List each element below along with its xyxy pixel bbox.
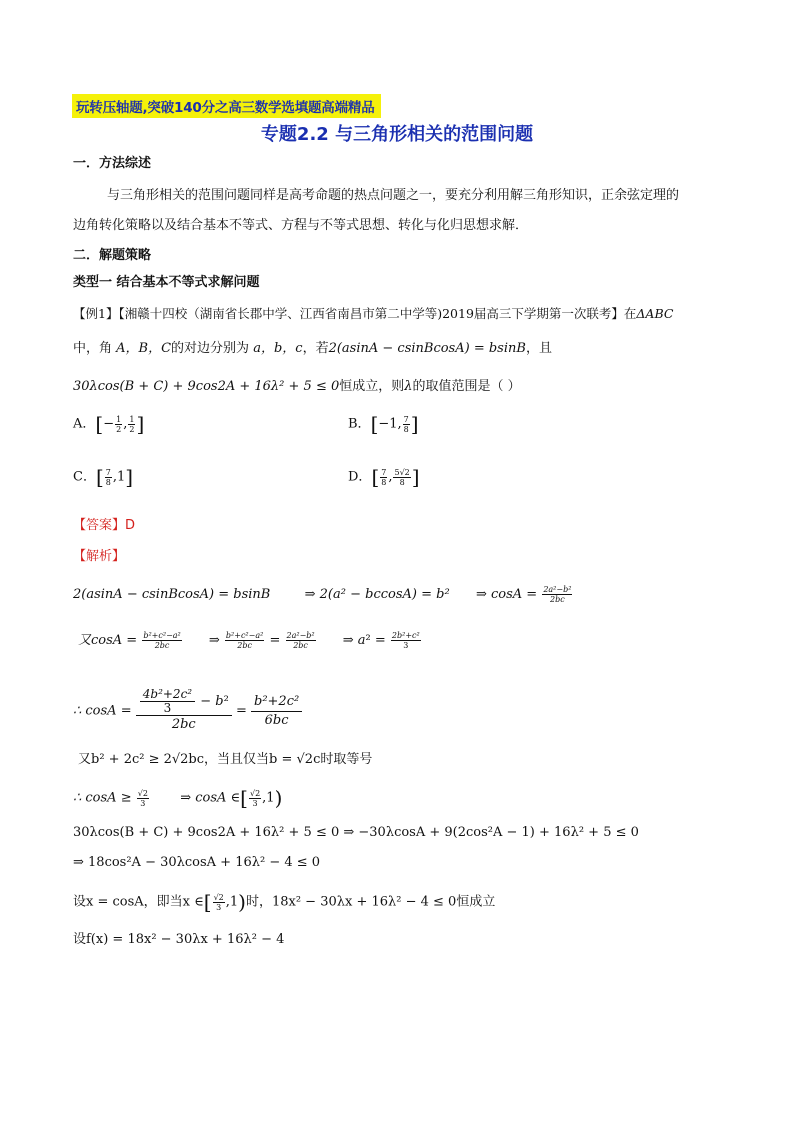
solution-line5: ∴ cosA ≥ $\frac{√2}{3}$ ⇒ cosA ∈[ $\frac{√2}{3}$ ,1): [73, 786, 283, 810]
solution-line7: ⇒ 18cos²A − 30λcosA + 16λ² − 4 ≤ 0: [73, 855, 321, 870]
example-text: 恒成立，则: [339, 379, 405, 394]
example-text: ，且: [525, 341, 552, 356]
solution-eq: 2(asinA − csinBcosA) = bsinB: [73, 587, 271, 602]
method-paragraph-line2: 边角转化策略以及结合基本不等式、方程与不等式思想、转化与化归思想求解．: [73, 218, 529, 233]
option-b[interactable]: B．[−1, $\frac{7}{8}$ ]: [348, 412, 419, 436]
example-text: ，若: [302, 341, 329, 356]
solution-eq: 设x = cosA，即当x ∈: [73, 894, 204, 910]
answer-label: 【答案】D: [73, 518, 136, 533]
lambda-symbol: λ: [404, 379, 413, 394]
solution-line3: ∴ cosA = $\frac{\text{4b²+2c²}}{3}$ − b² 2bc = $\frac{\text{b²+2c²}}{6bc}$: [73, 688, 302, 734]
triangle-label: ΔABC: [636, 306, 674, 321]
example-text: 的取值范围是（ ）: [412, 379, 521, 394]
analysis-label: 【解析】: [73, 549, 126, 564]
page-title: 专题2.2 与三角形相关的范围问题: [260, 124, 534, 145]
condition-equation: 2(asinA − csinBcosA) = bsinB: [328, 341, 526, 356]
example-source: 【例1】【湘赣十四校（湖南省长郡中学、江西省南昌市第二中学等)2019届高三下学期第一次联考】在: [73, 306, 637, 321]
example-source-line: [73, 304, 673, 324]
solution-eq: ⇒ cosA ∈: [180, 790, 241, 806]
type1-heading: 类型一 结合基本不等式求解问题: [73, 275, 260, 290]
solution-eq: 时，18x² − 30λx + 16λ² − 4 ≤ 0恒成立: [245, 894, 496, 910]
var-abc: A，B，C: [112, 341, 172, 356]
option-b-label: B．: [348, 416, 371, 432]
solution-eq: ∴ cosA ≥: [73, 790, 132, 806]
option-d[interactable]: D．[ $\frac{7}{8}$ , $\frac{5√2}{8}$ ]: [348, 465, 420, 489]
solution-line1: 2(asinA − csinBcosA) = bsinB ⇒ 2(a² − bccosA) = b² ⇒ cosA = $\frac{\text{2a²−b²}}{2bc}$: [73, 585, 572, 604]
option-a[interactable]: A．[− $\frac{1}{2}$ , $\frac{1}{2}$ ]: [73, 412, 145, 436]
solution-line8: 设x = cosA，即当x ∈[ $\frac{√2}{3}$ ,1)时，18x² − 30λx + 16λ² − 4 ≤ 0恒成立: [73, 890, 496, 914]
solution-line6: 30λcos(B + C) + 9cos2A + 16λ² + 5 ≤ 0 ⇒ −30λcosA + 9(2cos²A − 1) + 16λ² + 5 ≤ 0: [73, 825, 639, 840]
solution-eq: 又cosA =: [78, 633, 138, 648]
option-d-label: D．: [348, 469, 372, 485]
solution-line2: 又cosA = $\frac{\text{b²+c²−a²}}{2bc}$ ⇒ $\frac{\text{b²+c²−a²}}{2bc}$ = $\frac{\text{2a²−b²}}{2bc}$ ⇒ a² = $\frac{\text{2b²+c²}}{3}$: [78, 631, 420, 650]
option-c[interactable]: C．[ $\frac{7}{8}$ ,1]: [73, 465, 134, 489]
section-heading-strategy: 二．解题策略: [73, 248, 152, 263]
var-abc-lower: a，b，c: [249, 341, 303, 356]
example-line2: [73, 339, 552, 359]
example-line3: [73, 377, 521, 397]
solution-eq: ⇒ 2(a² − bccosA) = b²: [304, 587, 450, 602]
solution-line9: 设f(x) = 18x² − 30λx + 16λ² − 4: [73, 932, 285, 947]
example-text: 的对边分别为: [171, 341, 250, 356]
example-text: 中，角: [73, 341, 113, 356]
solution-line4: 又b² + 2c² ≥ 2√2bc，当且仅当b = √2c时取等号: [78, 752, 373, 767]
solution-eq: ⇒ cosA =: [475, 587, 538, 602]
option-c-label: C．: [73, 469, 96, 485]
inequality-equation: 30λcos(B + C) + 9cos2A + 16λ² + 5 ≤ 0: [73, 379, 340, 394]
solution-eq: ∴ cosA =: [73, 703, 132, 719]
method-paragraph-line1: 与三角形相关的范围问题同样是高考命题的热点问题之一，要充分利用解三角形知识，正余弦定理的: [107, 188, 680, 203]
option-a-label: A．: [73, 416, 96, 432]
banner: 玩转压轴题,突破140分之高三数学选填题高端精品: [72, 94, 381, 118]
section-heading-method: 一．方法综述: [73, 156, 152, 171]
